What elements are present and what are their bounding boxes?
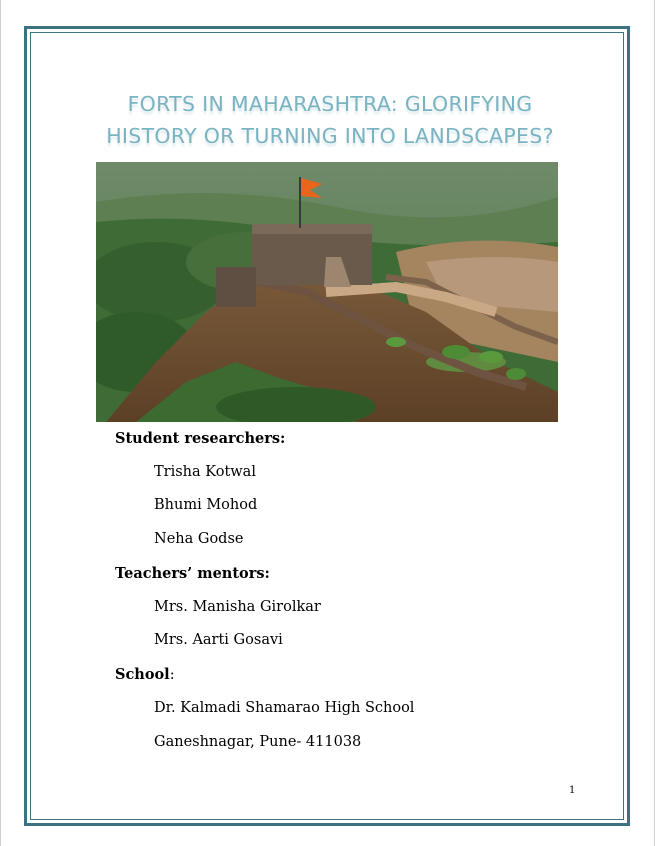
title-line-1: FORTS IN MAHARASHTRA: GLORIFYING	[127, 92, 533, 116]
researcher-name: Neha Godse	[154, 531, 244, 547]
title-line-2: HISTORY OR TURNING INTO LANDSCAPES?	[106, 124, 554, 148]
mentor-name: Mrs. Manisha Girolkar	[154, 599, 321, 615]
researchers-heading-text: Student researchers:	[115, 430, 286, 447]
researcher-name: Bhumi Mohod	[154, 497, 258, 513]
mentor-name: Mrs. Aarti Gosavi	[154, 632, 283, 648]
school-heading	[115, 666, 175, 683]
mentors-heading-text: Teachers’ mentors:	[115, 565, 270, 582]
mentors-heading	[115, 565, 270, 582]
document-title	[80, 88, 580, 152]
school-heading-colon: :	[169, 667, 175, 683]
school-name: Dr. Kalmadi Shamarao High School	[154, 700, 415, 716]
page-number: 1	[569, 785, 576, 796]
school-heading-text: School	[115, 666, 170, 683]
school-address: Ganeshnagar, Pune- 411038	[154, 734, 362, 750]
researchers-heading	[115, 430, 285, 447]
fort-photo	[96, 162, 558, 422]
researcher-name: Trisha Kotwal	[154, 464, 256, 480]
